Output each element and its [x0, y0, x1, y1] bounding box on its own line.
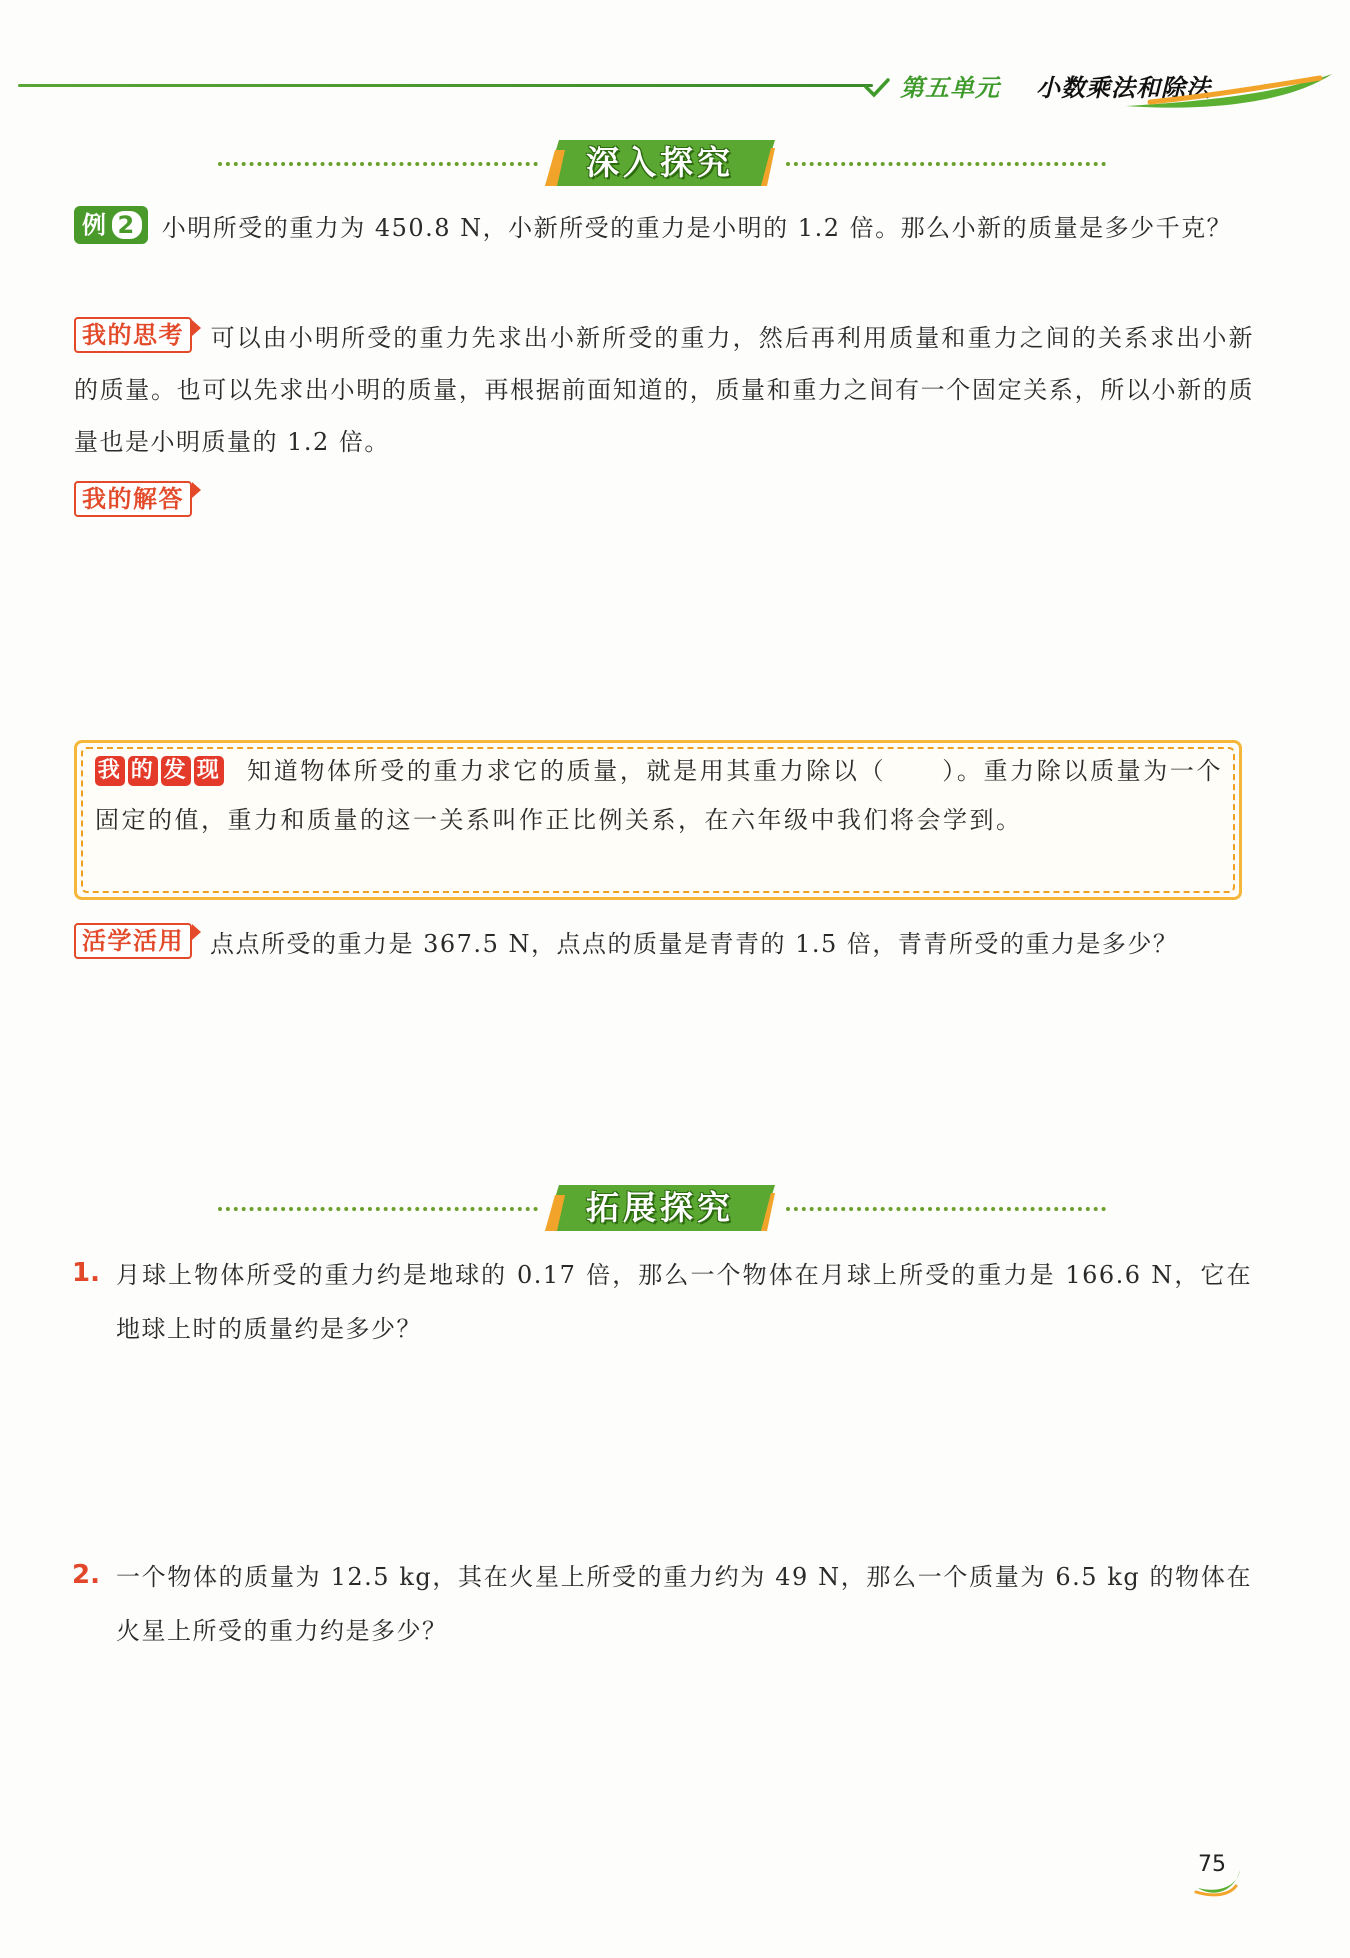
question-text: 月球上物体所受的重力约是地球的 0.17 倍，那么一个物体在月球上所受的重力是 166.6 N，它在地球上时的质量约是多少？ — [116, 1261, 1252, 1343]
thinking-block — [74, 312, 1254, 468]
unit-label: 第五单元 — [900, 74, 1000, 102]
question-1-answer-area[interactable] — [74, 1370, 1242, 1530]
section-banner-extend — [545, 1185, 775, 1231]
discovery-text-after: ）。重力除以质量为一个固定的值，重力和质量的这一关系叫作正比例关系，在六年级中我们将会学到。 — [95, 757, 1223, 834]
badge-char: 现 — [194, 756, 224, 786]
banner-dots-left — [218, 1207, 538, 1211]
thinking-text: 可以由小明所受的重力先求出小新所受的重力，然后再利用质量和重力之间的关系求出小新的质量。也可以先求出小明的质量，再根据前面知道的，质量和重力之间有一个固定关系，所以小新的质量也是小明质量的 1.2 倍。 — [74, 324, 1254, 456]
discovery-text — [95, 747, 1223, 845]
banner-dots-right — [786, 162, 1106, 166]
example-text: 小明所受的重力为 450.8 N，小新所受的重力是小明的 1.2 倍。那么小新的质量是多少千克？ — [161, 214, 1233, 242]
practice-answer-area[interactable] — [74, 1030, 1242, 1170]
tag-arrow-icon — [192, 924, 201, 940]
thinking-tag — [74, 312, 192, 364]
discovery-text-before: 知道物体所受的重力求它的质量，就是用其重力除以（ — [247, 757, 887, 785]
practice-text: 点点所受的重力是 367.5 N，点点的质量是青青的 1.5 倍，青青所受的重力是多少？ — [210, 930, 1179, 958]
practice-label: 活学活用 — [74, 923, 192, 959]
question-number: 2. — [72, 1560, 100, 1590]
tag-arrow-icon — [192, 482, 201, 498]
unit-title: 小数乘法和除法 — [1036, 74, 1211, 102]
tag-arrow-icon — [192, 320, 201, 336]
question-text: 一个物体的质量为 12.5 kg，其在火星上所受的重力约为 49 N，那么一个质量为 6.5 kg 的物体在火星上所受的重力约是多少？ — [116, 1563, 1252, 1645]
answer-tag — [74, 474, 192, 530]
thinking-label: 我的思考 — [74, 317, 192, 353]
question-2-answer-area[interactable] — [74, 1670, 1242, 1830]
example-badge-number: 2 — [112, 211, 142, 239]
discovery-box — [74, 740, 1242, 900]
answer-area[interactable] — [74, 540, 1242, 720]
example-badge-label: 例 — [82, 211, 108, 239]
badge-char: 的 — [128, 756, 158, 786]
banner-title: 拓展探究 — [586, 1188, 734, 1227]
banner-dots-right — [786, 1207, 1106, 1211]
banner-title: 深入探究 — [586, 143, 734, 182]
answer-label: 我的解答 — [74, 481, 192, 517]
banner-dots-left — [218, 162, 538, 166]
leaf-swoosh-icon — [1120, 72, 1335, 112]
practice-block — [74, 916, 1254, 972]
example-badge — [74, 206, 148, 244]
page-number: 75 — [1198, 1852, 1226, 1877]
example-block — [74, 200, 1254, 256]
discovery-badge — [95, 745, 227, 794]
question-number: 1. — [72, 1258, 100, 1288]
badge-char: 我 — [95, 756, 125, 786]
answer-block — [74, 474, 1254, 530]
practice-tag — [74, 916, 192, 972]
badge-char: 发 — [161, 756, 191, 786]
checkmark-icon — [864, 78, 890, 98]
section-banner-explore — [545, 140, 775, 186]
header-rule — [18, 84, 873, 87]
